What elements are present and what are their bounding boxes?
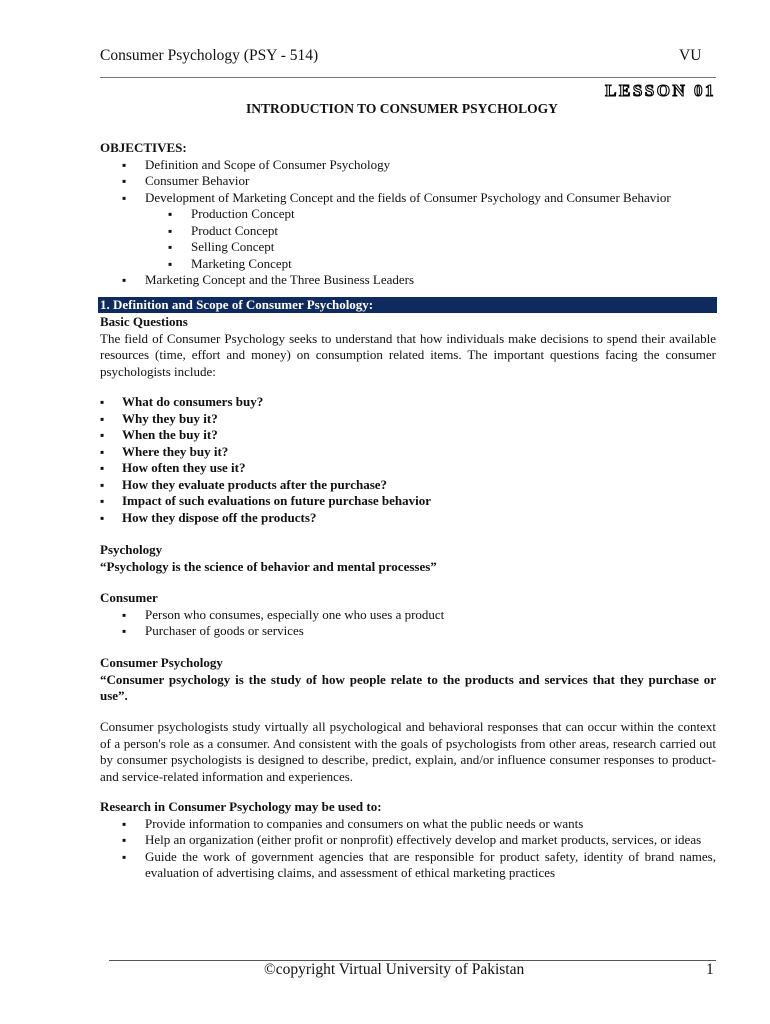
org-label: VU	[679, 47, 702, 64]
page-title: INTRODUCTION TO CONSUMER PSYCHOLOGY	[246, 101, 558, 116]
question-item: ▪ Impact of such evaluations on future purchase behavior	[100, 493, 716, 510]
objective-item: ▪ Consumer Behavior	[100, 173, 716, 190]
objective-item: ▪ Marketing Concept and the Three Business Leaders	[100, 272, 716, 289]
objective-item: ▪ Definition and Scope of Consumer Psychology	[100, 157, 716, 174]
question-item: ▪ Where they buy it?	[100, 444, 716, 461]
research-item: ▪ Help an organization (either profit or nonprofit) effectively develop and market products, services, or ideas	[100, 832, 716, 849]
course-title: Consumer Psychology (PSY - 514)	[100, 47, 319, 64]
consumer-item: ▪ Purchaser of goods or services	[100, 623, 716, 640]
objective-subitem: ▪ Production Concept	[100, 206, 716, 223]
research-item: ▪ Provide information to companies and consumers on what the public needs or wants	[100, 816, 716, 833]
questions-list-section	[100, 394, 716, 526]
question-item: ▪ How they evaluate products after the purchase?	[100, 477, 716, 494]
objectives-heading: OBJECTIVES:	[100, 140, 187, 155]
basic-questions-intro: The field of Consumer Psychology seeks to understand that how individuals make decisions to spend their available resources (time, effort and money) on consumption related items. The important questions facing the consumer psychologists include:	[100, 330, 716, 379]
consumer-psychology-definition: “Consumer psychology is the study of how people relate to the products and services that they purchase or use”.	[100, 671, 716, 703]
question-item: ▪ What do consumers buy?	[100, 394, 716, 411]
objective-subitem: ▪ Product Concept	[100, 223, 716, 240]
psychology-definition: “Psychology is the science of behavior and mental processes”	[100, 558, 437, 574]
consumer-psychology-section	[100, 655, 716, 705]
objective-subitem: ▪ Selling Concept	[100, 239, 716, 256]
research-heading: Research in Consumer Psychology may be used to:	[100, 799, 382, 814]
basic-questions-section	[100, 314, 716, 380]
question-item: ▪ How often they use it?	[100, 460, 716, 477]
question-item: ▪ When the buy it?	[100, 427, 716, 444]
section-title-bar: 1. Definition and Scope of Consumer Psychology:	[98, 297, 717, 313]
question-item: ▪ Why they buy it?	[100, 411, 716, 428]
question-item: ▪ How they dispose off the products?	[100, 510, 716, 527]
consumer-psychology-paragraph: Consumer psychologists study virtually all psychological and behavioral responses that can occur within the context of a person's role as a consumer. And consistent with the goals of psychologists from other areas, research carried out by consumer psychologists is designed to describe, predict, explain, and/or influence consumer responses to product- and service-related information and experiences.	[100, 719, 716, 784]
header-divider	[100, 77, 716, 78]
objectives-section	[100, 140, 716, 289]
research-item: ▪ Guide the work of government agencies that are responsible for product safety, identity of brand names, evaluation of advertising claims, and assessment of ethical marketing practices	[100, 849, 716, 882]
copyright-text: ©copyright Virtual University of Pakistan	[264, 961, 525, 978]
psychology-heading: Psychology	[100, 542, 163, 557]
lesson-number: LESSON 01	[605, 81, 716, 100]
objective-subitem: ▪ Marketing Concept	[100, 256, 716, 273]
consumer-item: ▪ Person who consumes, especially one who uses a product	[100, 607, 716, 624]
consumer-heading: Consumer	[100, 590, 158, 605]
consumer-psychology-heading: Consumer Psychology	[100, 655, 223, 670]
consumer-section	[100, 590, 716, 640]
research-section	[100, 799, 716, 882]
objective-item: ▪ Development of Marketing Concept and the fields of Consumer Psychology and Consumer Behavior	[100, 190, 716, 207]
psychology-section	[100, 542, 716, 575]
page-number: 1	[706, 961, 714, 978]
basic-questions-heading: Basic Questions	[100, 314, 188, 329]
